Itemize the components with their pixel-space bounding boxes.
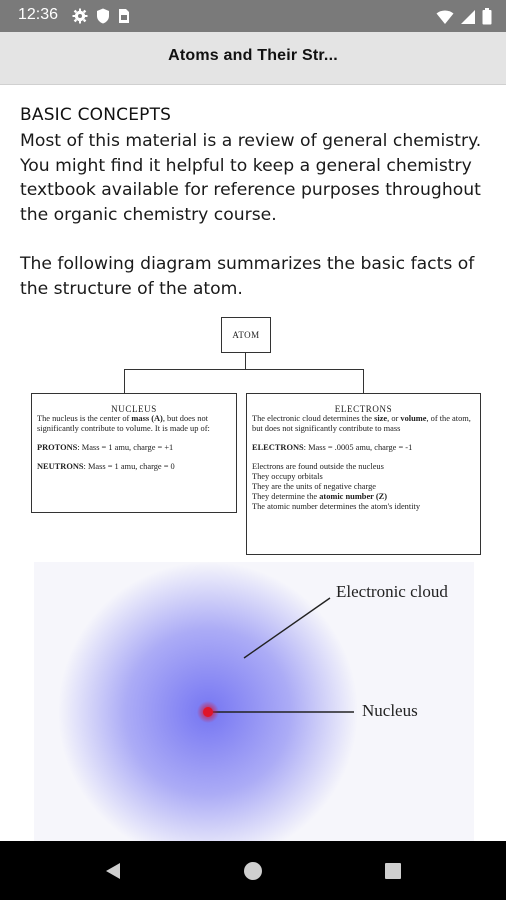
connector-line xyxy=(124,369,364,370)
neutrons-fact: NEUTRONS: Mass = 1 amu, charge = 0 xyxy=(37,462,175,471)
nucleus-description: The nucleus is the center of mass (A), but does not significantly contribute to volume. It is made up of: xyxy=(37,414,210,433)
status-system-icons xyxy=(436,8,492,25)
status-notification-icons xyxy=(72,8,130,24)
section-heading: BASIC CONCEPTS xyxy=(20,105,172,125)
electrons-box xyxy=(246,393,481,555)
electrons-description: The electronic cloud determines the size, or volume, of the atom, but does not significantly contribute to mass xyxy=(252,414,471,433)
home-icon[interactable] xyxy=(243,861,263,881)
battery-icon xyxy=(482,8,492,25)
protons-fact: PROTONS: Mass = 1 amu, charge = +1 xyxy=(37,443,174,452)
status-bar xyxy=(0,0,506,32)
electron-fact-1: Electrons are found outside the nucleus xyxy=(252,462,384,471)
nucleus-title: NUCLEUS xyxy=(111,404,157,414)
atom-structure-diagram xyxy=(20,309,488,557)
electron-cloud-illustration xyxy=(34,562,474,841)
electron-fact-4: They determine the atomic number (Z) xyxy=(252,492,387,501)
nucleus-dot xyxy=(203,707,213,717)
app-bar xyxy=(0,32,506,85)
atom-box: ATOM xyxy=(221,317,271,353)
intro-paragraph: Most of this material is a review of general chemistry. You might find it helpful to keep a general chemistry textbook available for reference purposes throughout the organic chemistry course. xyxy=(20,131,482,225)
electron-fact-5: The atomic number determines the atom's identity xyxy=(252,502,421,511)
cell-signal-icon xyxy=(460,9,476,25)
nucleus-label: Nucleus xyxy=(362,701,418,720)
navigation-bar xyxy=(0,841,506,900)
status-time: 12:36 xyxy=(18,6,59,23)
electrons-title: ELECTRONS xyxy=(334,404,393,414)
electron-fact-3: They are the units of negative charge xyxy=(252,482,377,491)
page-title: Atoms and Their Str... xyxy=(168,47,338,64)
electrons-fact: ELECTRONS: Mass = .0005 amu, charge = -1 xyxy=(252,443,413,452)
nucleus-box xyxy=(31,393,237,513)
gear-icon xyxy=(72,8,88,24)
diagram-intro-paragraph: The following diagram summarizes the basic facts of the structure of the atom. xyxy=(20,254,475,299)
electronic-cloud-label: Electronic cloud xyxy=(336,582,448,601)
connector-line xyxy=(124,369,125,393)
connector-line xyxy=(363,369,364,393)
electron-fact-2: They occupy orbitals xyxy=(252,472,323,481)
connector-line xyxy=(245,352,246,369)
sim-card-icon xyxy=(118,8,130,24)
wifi-icon xyxy=(436,9,454,25)
back-icon[interactable] xyxy=(103,861,123,881)
recents-icon[interactable] xyxy=(383,861,403,881)
article-content[interactable] xyxy=(0,84,506,841)
shield-icon xyxy=(96,8,110,24)
